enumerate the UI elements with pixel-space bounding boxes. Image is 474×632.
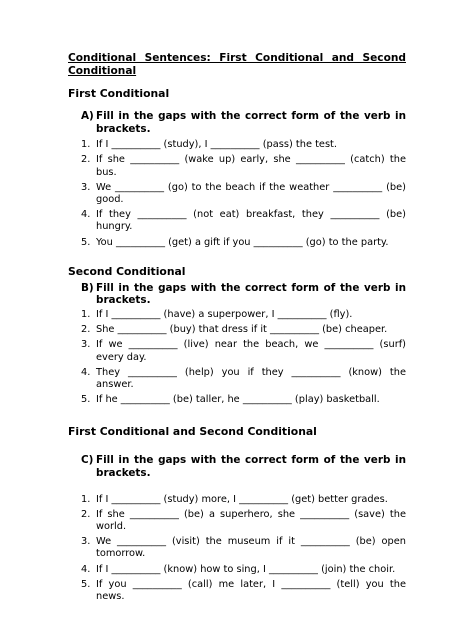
- item-number: 4.: [81, 366, 91, 378]
- exercise-list-c: [68, 494, 406, 604]
- exercise-item: [68, 367, 406, 391]
- exercise-item: [68, 309, 406, 321]
- section-heading-first-conditional: First Conditional: [68, 87, 170, 100]
- item-number: 5.: [81, 394, 91, 406]
- item-number: 1.: [81, 139, 91, 151]
- instruction-b: [68, 282, 406, 307]
- instruction-letter: B): [81, 281, 94, 294]
- exercise-item: [68, 209, 406, 233]
- exercise-item: [68, 182, 406, 206]
- item-number: 2.: [81, 508, 91, 520]
- item-number: 3.: [81, 536, 91, 548]
- instruction-text: Fill in the gaps with the correct form of the verb in brackets.: [96, 281, 406, 307]
- item-text: If she __________ (be) a superhero, she __________ (save) the world.: [96, 508, 406, 533]
- exercise-item: [68, 237, 406, 249]
- item-text: If I __________ (have) a superpower, I __________ (fly).: [96, 309, 353, 320]
- item-number: 3.: [81, 339, 91, 351]
- item-text: If I __________ (study) more, I __________ (get) better grades.: [96, 493, 388, 505]
- instruction-letter: A): [81, 110, 94, 122]
- exercise-item: [68, 536, 406, 560]
- exercise-item: [68, 154, 406, 178]
- item-text: We __________ (go) to the beach if the weather __________ (be) good.: [96, 181, 406, 205]
- exercise-list-b: [68, 309, 406, 406]
- exercise-item: [68, 509, 406, 533]
- item-number: 2.: [81, 154, 91, 166]
- item-text: If we __________ (live) near the beach, we __________ (surf) every day.: [96, 339, 406, 363]
- instruction-letter: C): [81, 454, 94, 467]
- section-heading-first-and-second-conditional: First Conditional and Second Conditional: [68, 425, 317, 439]
- item-number: 5.: [81, 578, 91, 590]
- section-heading-second-conditional: Second Conditional: [68, 264, 186, 278]
- item-text: If I __________ (know) how to sing, I __________ (join) the choir.: [96, 563, 396, 575]
- item-text: If she __________ (wake up) early, she __________ (catch) the bus.: [96, 154, 406, 178]
- item-text: You __________ (get) a gift if you __________ (go) to the party.: [96, 236, 389, 248]
- exercise-item: [68, 394, 406, 406]
- instruction-c: [68, 454, 406, 479]
- item-number: 1.: [81, 309, 91, 320]
- exercise-item: [68, 579, 406, 603]
- instruction-text: Fill in the gaps with the correct form of the verb in brackets.: [96, 110, 406, 135]
- document-title: Conditional Sentences: First Conditional and Second Conditional: [68, 52, 406, 77]
- worksheet-page: [68, 52, 406, 603]
- exercise-item: [68, 339, 406, 363]
- item-number: 5.: [81, 236, 91, 248]
- item-number: 4.: [81, 209, 91, 221]
- item-text: We __________ (visit) the museum if it __________ (be) open tomorrow.: [96, 536, 406, 560]
- exercise-item: [68, 324, 406, 336]
- exercise-item: [68, 494, 406, 506]
- item-number: 3.: [81, 181, 91, 193]
- instruction-a: [68, 110, 406, 135]
- item-number: 4.: [81, 563, 91, 575]
- item-number: 2.: [81, 324, 91, 336]
- exercise-item: [68, 564, 406, 576]
- exercise-list-a: [68, 139, 406, 249]
- item-text: If I __________ (study), I __________ (pass) the test.: [96, 139, 338, 151]
- item-text: She __________ (buy) that dress if it __________ (be) cheaper.: [96, 324, 388, 336]
- item-text: If he __________ (be) taller, he __________ (play) basketball.: [96, 394, 380, 406]
- item-text: If they __________ (not eat) breakfast, they __________ (be) hungry.: [96, 209, 406, 233]
- exercise-item: [68, 139, 406, 151]
- item-text: If you __________ (call) me later, I __________ (tell) you the news.: [96, 578, 406, 603]
- instruction-text: Fill in the gaps with the correct form of the verb in brackets.: [96, 454, 406, 480]
- item-text: They __________ (help) you if they __________ (know) the answer.: [96, 366, 406, 391]
- item-number: 1.: [81, 493, 91, 505]
